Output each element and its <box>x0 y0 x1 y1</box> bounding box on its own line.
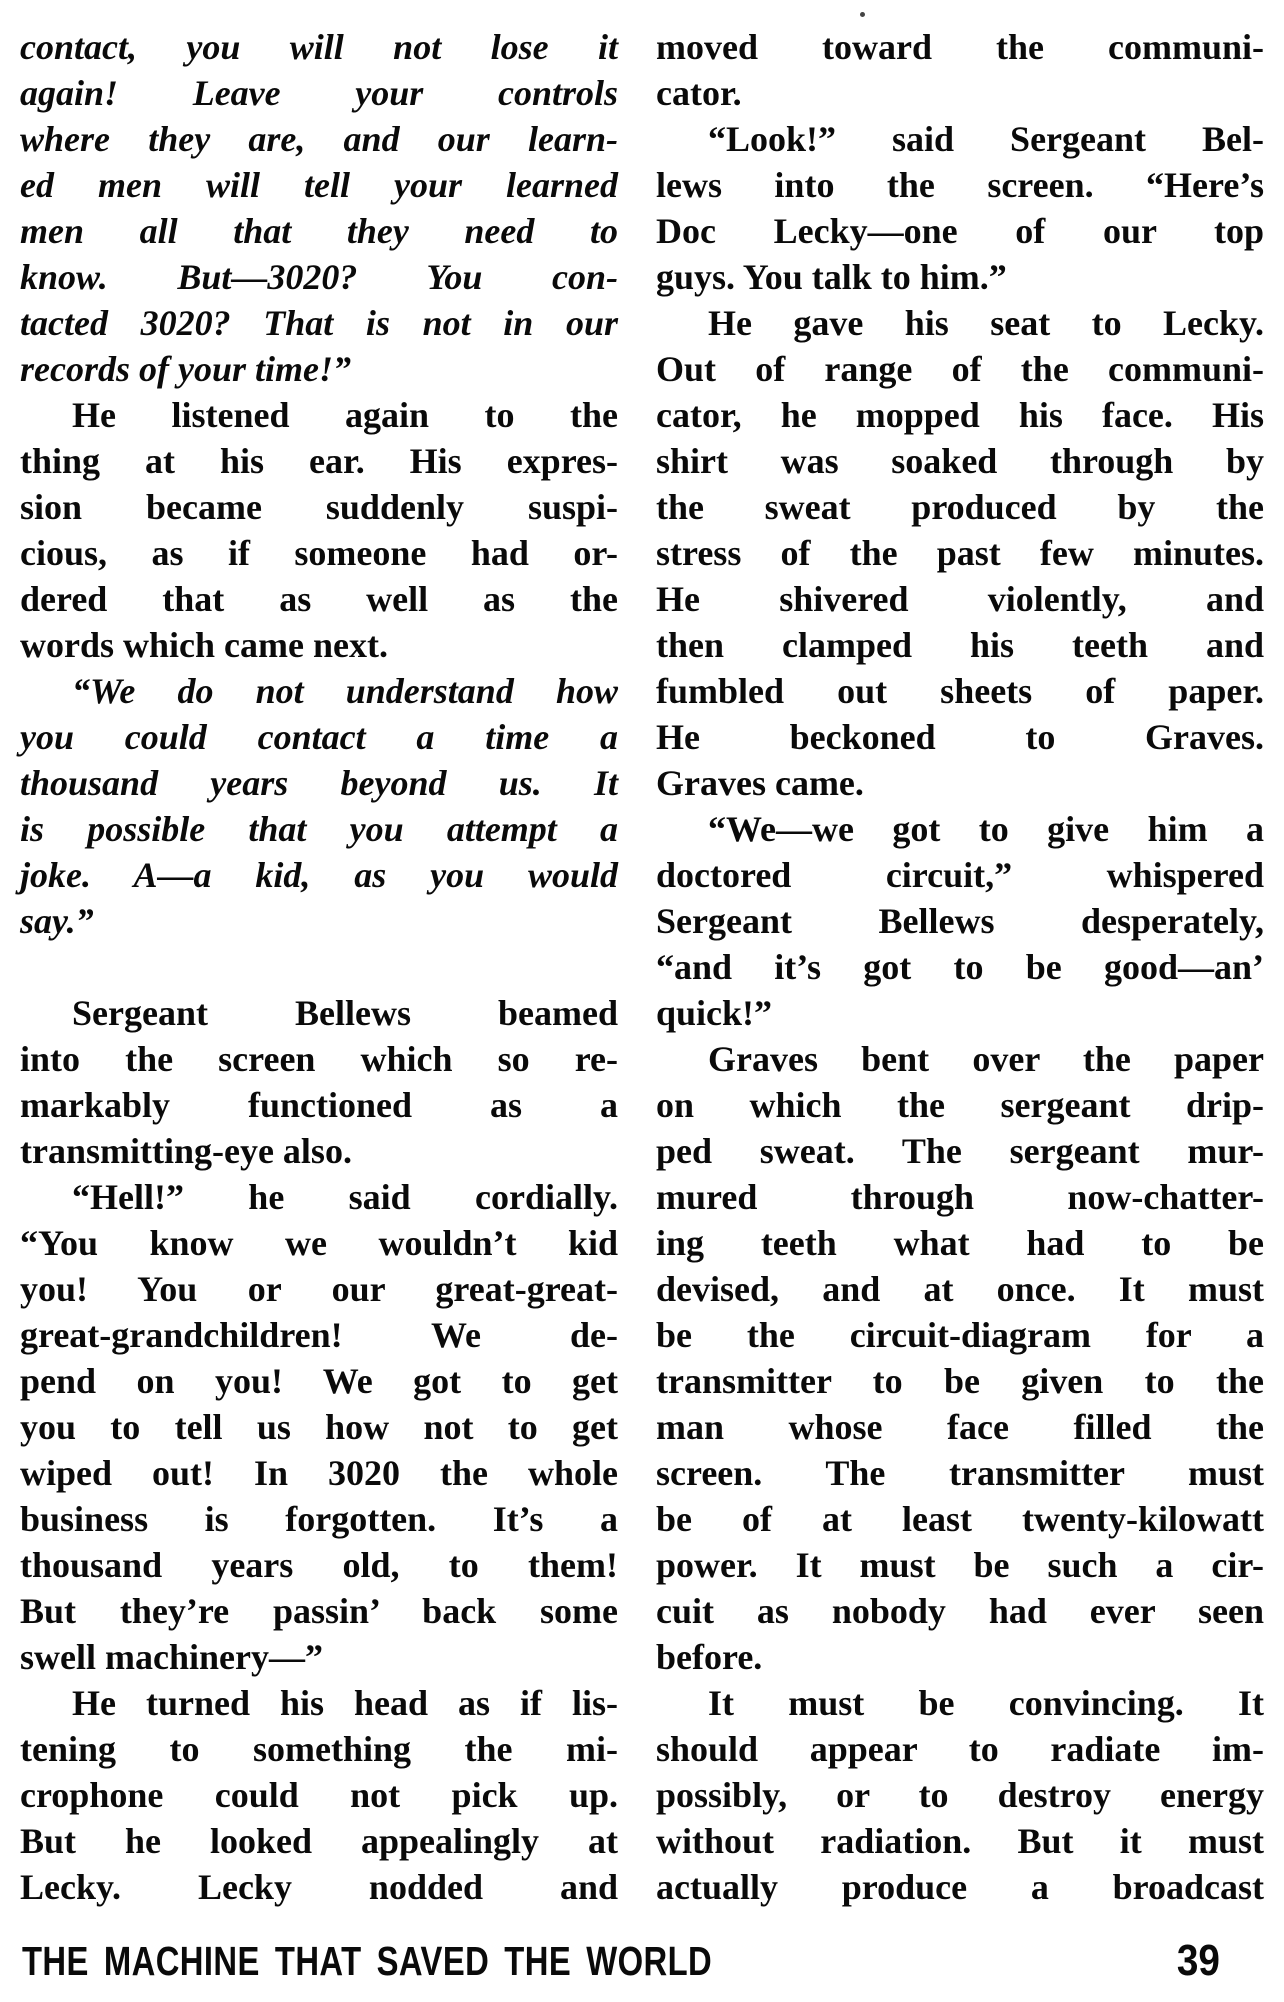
text-line: “We—we got to give him a <box>708 809 1264 849</box>
text-line: shirt was soaked through by <box>656 441 1264 481</box>
text-line: “Look!” said Sergeant Bel- <box>708 119 1264 159</box>
text-line: mured through now-chatter- <box>656 1177 1264 1217</box>
text-line: But he looked appealingly at <box>20 1821 618 1861</box>
text-line: be of at least twenty-kilowatt <box>656 1499 1264 1539</box>
text-line: screen. The transmitter must <box>656 1453 1264 1493</box>
text-line: “Hell!” he said cordially. <box>72 1177 618 1217</box>
text-line: Sergeant Bellews desperately, <box>656 901 1264 941</box>
text-line: should appear to radiate im- <box>656 1729 1264 1769</box>
text-column-right <box>656 24 1264 1910</box>
text-line: Lecky. Lecky nodded and <box>20 1867 618 1907</box>
text-line: know. But—3020? You con- <box>20 257 618 297</box>
paragraph <box>656 1036 1264 1680</box>
paragraph <box>20 1174 618 1680</box>
text-line: actually produce a broadcast <box>656 1867 1264 1907</box>
text-line: thing at his ear. His expres- <box>20 441 618 481</box>
paragraph <box>656 300 1264 806</box>
paragraph <box>656 806 1264 1036</box>
text-line: It must be convincing. It <box>708 1683 1264 1723</box>
columns <box>20 24 1264 1910</box>
text-line: men all that they need to <box>20 211 618 251</box>
text-line: say.” <box>20 901 94 941</box>
text-line: He gave his seat to Lecky. <box>708 303 1264 343</box>
text-line: dered that as well as the <box>20 579 618 619</box>
text-line: moved toward the communi- <box>656 27 1264 67</box>
text-line: be the circuit-diagram for a <box>656 1315 1264 1355</box>
text-line: wiped out! In 3020 the whole <box>20 1453 618 1493</box>
text-line: you! You or our great-great- <box>20 1269 618 1309</box>
text-line: lews into the screen. “Here’s <box>656 165 1264 205</box>
text-line: ed men will tell your learned <box>20 165 618 205</box>
text-line: “You know we wouldn’t kid <box>20 1223 618 1263</box>
text-line: Doc Lecky—one of our top <box>656 211 1264 251</box>
paragraph <box>20 392 618 668</box>
text-line: transmitter to be given to the <box>656 1361 1264 1401</box>
text-line: crophone could not pick up. <box>20 1775 618 1815</box>
text-line: you to tell us how not to get <box>20 1407 618 1447</box>
text-line: before. <box>656 1637 763 1677</box>
text-line: guys. You talk to him.” <box>656 257 1007 297</box>
text-line: words which came next. <box>20 625 388 665</box>
text-line: ped sweat. The sergeant mur- <box>656 1131 1264 1171</box>
text-line: again! Leave your controls <box>20 73 618 113</box>
text-line: Sergeant Bellews beamed <box>72 993 618 1033</box>
running-title: THE MACHINE THAT SAVED THE WORLD <box>22 1938 713 1984</box>
text-line: Graves came. <box>656 763 864 803</box>
paragraph <box>20 1680 618 1910</box>
text-line: Graves bent over the paper <box>708 1039 1264 1079</box>
text-line: tening to something the mi- <box>20 1729 618 1769</box>
text-line: sion became suddenly suspi- <box>20 487 618 527</box>
text-line: possibly, or to destroy energy <box>656 1775 1264 1815</box>
text-line: without radiation. But it must <box>656 1821 1264 1861</box>
text-line: “and it’s got to be good—an’ <box>656 947 1264 987</box>
text-line: you could contact a time a <box>20 717 618 757</box>
text-line: thousand years beyond us. It <box>20 763 618 803</box>
text-line: into the screen which so re- <box>20 1039 618 1079</box>
text-line: on which the sergeant drip- <box>656 1085 1264 1125</box>
text-line: But they’re passin’ back some <box>20 1591 618 1631</box>
paragraph <box>20 24 618 392</box>
text-line: pend on you! We got to get <box>20 1361 618 1401</box>
page-number: 39 <box>1176 1936 1220 1985</box>
text-line: fumbled out sheets of paper. <box>656 671 1264 711</box>
text-line: records of your time!” <box>20 349 351 389</box>
text-line: power. It must be such a cir- <box>656 1545 1264 1585</box>
paragraph <box>656 1680 1264 1910</box>
text-line: devised, and at once. It must <box>656 1269 1264 1309</box>
text-column-left <box>20 24 618 1910</box>
text-line: markably functioned as a <box>20 1085 618 1125</box>
text-line: thousand years old, to them! <box>20 1545 618 1585</box>
paragraph <box>20 990 618 1174</box>
text-line: where they are, and our learn- <box>20 119 618 159</box>
text-line: joke. A—a kid, as you would <box>20 855 618 895</box>
text-line: contact, you will not lose it <box>20 27 618 67</box>
paragraph <box>656 24 1264 116</box>
text-line: man whose face filled the <box>656 1407 1264 1447</box>
text-line: quick!” <box>656 993 773 1033</box>
text-line: great-grandchildren! We de- <box>20 1315 618 1355</box>
text-line: tacted 3020? That is not in our <box>20 303 618 343</box>
text-line: then clamped his teeth and <box>656 625 1264 665</box>
text-line: cator. <box>656 73 742 113</box>
text-line: cator, he mopped his face. His <box>656 395 1264 435</box>
text-line: Out of range of the communi- <box>656 349 1264 389</box>
text-line: doctored circuit,” whispered <box>656 855 1264 895</box>
text-line: cious, as if someone had or- <box>20 533 618 573</box>
text-line: swell machinery—” <box>20 1637 323 1677</box>
text-line: cuit as nobody had ever seen <box>656 1591 1264 1631</box>
text-line: business is forgotten. It’s a <box>20 1499 618 1539</box>
text-line: He listened again to the <box>72 395 618 435</box>
text-line: He turned his head as if lis- <box>72 1683 618 1723</box>
text-line: He shivered violently, and <box>656 579 1264 619</box>
text-line: stress of the past few minutes. <box>656 533 1264 573</box>
text-line: the sweat produced by the <box>656 487 1264 527</box>
text-line: He beckoned to Graves. <box>656 717 1264 757</box>
page-footer <box>22 1936 1220 1986</box>
text-line: “We do not understand how <box>72 671 618 711</box>
scan-speck <box>860 12 865 17</box>
paragraph <box>20 668 618 944</box>
paragraph <box>656 116 1264 300</box>
text-line: ing teeth what had to be <box>656 1223 1264 1263</box>
text-line: is possible that you attempt a <box>20 809 618 849</box>
text-line: transmitting-eye also. <box>20 1131 352 1171</box>
